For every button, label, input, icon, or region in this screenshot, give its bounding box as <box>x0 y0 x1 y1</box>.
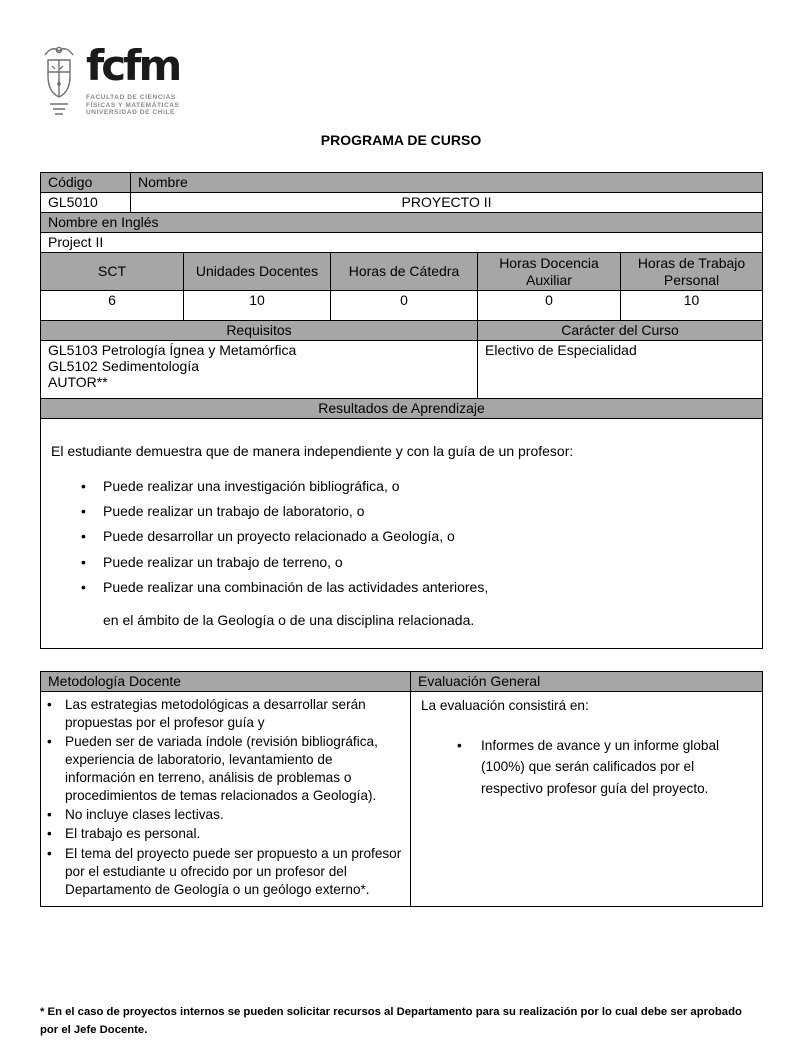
methodology-evaluation-table <box>40 671 763 907</box>
horas-docencia-auxiliar-header-cell: Horas Docencia Auxiliar <box>478 253 621 291</box>
horas-trabajo-personal-value-cell: 10 <box>621 291 763 321</box>
list-item: • Puede realizar una investigación bibliográfica, o <box>81 477 750 495</box>
requisitos-header-cell: Requisitos <box>41 321 478 341</box>
footnote-text: * En el caso de proyectos internos se pueden solicitar recursos al Departamento para su realización por lo cual debe ser aprobado por el Jefe Docente. <box>40 1005 742 1037</box>
metodologia-header-cell: Metodología Docente <box>41 671 411 691</box>
faculty-line-2: FÍSICAS Y MATEMÁTICAS <box>86 101 180 109</box>
horas-trabajo-personal-header-cell: Horas de Trabajo Personal <box>621 253 763 291</box>
caracter-header-cell: Carácter del Curso <box>478 321 763 341</box>
logo-text-block <box>86 42 180 117</box>
page-title: PROGRAMA DE CURSO <box>320 132 482 148</box>
nombre-ingles-value-cell: Project II <box>41 233 763 253</box>
list-item: • El tema del proyecto puede ser propuesto a un profesor por el estudiante u ofrecido por un profesor del Departamento de Geología o un geólogo externo*. <box>47 845 402 899</box>
evaluacion-content-cell <box>411 691 763 906</box>
resultados-intro-text: El estudiante demuestra que de manera independiente y con la guía de un profesor: <box>51 443 574 459</box>
metodologia-content-cell <box>41 691 411 906</box>
nombre-value-cell: PROYECTO II <box>131 193 763 213</box>
requisitos-value-cell <box>41 341 478 399</box>
horas-docencia-auxiliar-value-cell: 0 <box>478 291 621 321</box>
fcfm-logo <box>40 42 762 126</box>
resultados-bullet-list <box>81 477 750 596</box>
sct-value-cell: 6 <box>41 291 184 321</box>
resultados-header-cell: Resultados de Aprendizaje <box>41 399 763 419</box>
evaluacion-bullet-list <box>457 735 754 799</box>
sct-header-cell: SCT <box>41 253 184 291</box>
horas-catedra-value-cell: 0 <box>331 291 478 321</box>
faculty-name-text <box>86 94 180 117</box>
requisito-line: GL5102 Sedimentología <box>48 358 199 374</box>
list-item: • Puede realizar un trabajo de terreno, o <box>81 553 750 571</box>
list-item: • Informes de avance y un informe global (100%) que serán calificados por el respectivo profesor guía del proyecto. <box>457 735 754 799</box>
faculty-line-3: UNIVERSIDAD DE CHILE <box>86 109 175 116</box>
list-item: • El trabajo es personal. <box>47 825 402 843</box>
list-item: • Puede realizar un trabajo de laboratorio, o <box>81 502 750 520</box>
evaluacion-intro-text: La evaluación consistirá en: <box>421 697 589 713</box>
resultados-content-cell <box>41 419 763 649</box>
nombre-ingles-header-cell: Nombre en Inglés <box>41 213 763 233</box>
requisito-line: GL5103 Petrología Ígnea y Metamórfica <box>48 342 297 358</box>
unidades-docentes-header-cell: Unidades Docentes <box>184 253 331 291</box>
universidad-de-chile-crest-icon <box>40 42 78 124</box>
resultados-outro-text: en el ámbito de la Geología o de una disciplina relacionada. <box>103 611 475 628</box>
nombre-header-cell: Nombre <box>131 173 763 193</box>
evaluacion-header-cell: Evaluación General <box>411 671 763 691</box>
caracter-value-cell: Electivo de Especialidad <box>478 341 763 399</box>
unidades-docentes-value-cell: 10 <box>184 291 331 321</box>
metodologia-bullet-list <box>47 696 402 899</box>
faculty-line-1: FACULTAD DE CIENCIAS <box>86 94 176 101</box>
list-item: • Puede desarrollar un proyecto relacionado a Geología, o <box>81 527 750 545</box>
codigo-header-cell: Código <box>41 173 131 193</box>
list-item: • Puede realizar una combinación de las actividades anteriores, <box>81 578 750 596</box>
requisito-line: AUTOR** <box>48 374 108 390</box>
fcfm-logo-text: fcfm <box>86 41 180 90</box>
horas-catedra-header-cell: Horas de Cátedra <box>331 253 478 291</box>
list-item: • Pueden ser de variada índole (revisión bibliográfica, experiencia de laboratorio, levantamiento de información en terreno, análisis de problemas o procedimientos de temas relacionados a Geología). <box>47 733 402 805</box>
course-info-table <box>40 172 763 649</box>
list-item: • No incluye clases lectivas. <box>47 806 402 824</box>
codigo-value-cell: GL5010 <box>41 193 131 213</box>
list-item: • Las estrategias metodológicas a desarrollar serán propuestas por el profesor guía y <box>47 696 402 732</box>
